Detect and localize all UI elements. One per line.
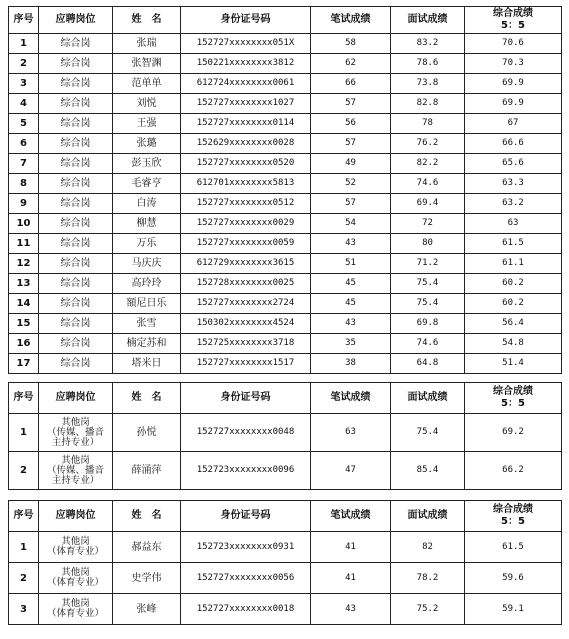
cell-name: 塔米日	[113, 354, 181, 374]
header-written: 笔试成绩	[311, 7, 391, 34]
header-position: 应聘岗位	[39, 501, 113, 532]
table-row	[9, 194, 562, 214]
cell-id: 612729xxxxxxxx3615	[181, 254, 311, 274]
cell-interview: 82	[391, 532, 465, 563]
cell-composite: 63.3	[465, 174, 562, 194]
table-row	[9, 74, 562, 94]
cell-name: 額尼日乐	[113, 294, 181, 314]
cell-position: 综合岗	[39, 334, 113, 354]
cell-composite: 59.6	[465, 563, 562, 594]
cell-id: 152727xxxxxxxx2724	[181, 294, 311, 314]
cell-name: 薛涌萍	[113, 452, 181, 490]
header-row	[9, 7, 562, 34]
cell-seq: 2	[9, 54, 39, 74]
cell-interview: 64.8	[391, 354, 465, 374]
cell-composite: 56.4	[465, 314, 562, 334]
header-id: 身份证号码	[181, 501, 311, 532]
cell-name: 彭玉欣	[113, 154, 181, 174]
table-row	[9, 354, 562, 374]
header-composite: 综合成绩 5：5	[465, 7, 562, 34]
cell-name: 张峰	[113, 594, 181, 625]
cell-name: 马庆庆	[113, 254, 181, 274]
cell-id: 152727xxxxxxxx0056	[181, 563, 311, 594]
cell-name: 楠定苏和	[113, 334, 181, 354]
cell-id: 152629xxxxxxxx0028	[181, 134, 311, 154]
cell-written: 47	[311, 452, 391, 490]
cell-name: 张雪	[113, 314, 181, 334]
cell-id: 152723xxxxxxxx0096	[181, 452, 311, 490]
header-written: 笔试成绩	[311, 501, 391, 532]
cell-seq: 1	[9, 532, 39, 563]
cell-written: 51	[311, 254, 391, 274]
cell-position: 综合岗	[39, 74, 113, 94]
table-row	[9, 563, 562, 594]
score-table-general	[8, 6, 562, 374]
header-interview: 面试成绩	[391, 7, 465, 34]
cell-name: 孙悦	[113, 414, 181, 452]
cell-written: 58	[311, 34, 391, 54]
header-row	[9, 501, 562, 532]
header-name: 姓 名	[113, 501, 181, 532]
cell-name: 刘悦	[113, 94, 181, 114]
header-id: 身份证号码	[181, 383, 311, 414]
table-row	[9, 532, 562, 563]
cell-interview: 74.6	[391, 174, 465, 194]
cell-position: 综合岗	[39, 194, 113, 214]
cell-written: 62	[311, 54, 391, 74]
cell-interview: 75.4	[391, 294, 465, 314]
cell-name: 白涛	[113, 194, 181, 214]
header-name: 姓 名	[113, 7, 181, 34]
cell-position: 综合岗	[39, 174, 113, 194]
cell-interview: 69.4	[391, 194, 465, 214]
cell-seq: 2	[9, 563, 39, 594]
cell-interview: 85.4	[391, 452, 465, 490]
cell-id: 152725xxxxxxxx3718	[181, 334, 311, 354]
cell-written: 43	[311, 314, 391, 334]
cell-seq: 4	[9, 94, 39, 114]
cell-written: 45	[311, 294, 391, 314]
cell-id: 152727xxxxxxxx0029	[181, 214, 311, 234]
cell-seq: 7	[9, 154, 39, 174]
table-row	[9, 94, 562, 114]
cell-composite: 61.5	[465, 532, 562, 563]
header-seq: 序号	[9, 383, 39, 414]
cell-id: 152727xxxxxxxx051X	[181, 34, 311, 54]
table-row	[9, 114, 562, 134]
cell-composite: 59.1	[465, 594, 562, 625]
cell-seq: 13	[9, 274, 39, 294]
cell-interview: 78.6	[391, 54, 465, 74]
cell-written: 41	[311, 563, 391, 594]
cell-written: 49	[311, 154, 391, 174]
cell-seq: 3	[9, 594, 39, 625]
cell-name: 张璐	[113, 134, 181, 154]
cell-composite: 54.8	[465, 334, 562, 354]
table-row	[9, 414, 562, 452]
cell-position: 综合岗	[39, 354, 113, 374]
cell-composite: 69.2	[465, 414, 562, 452]
cell-seq: 9	[9, 194, 39, 214]
cell-position: 综合岗	[39, 214, 113, 234]
cell-name: 范单单	[113, 74, 181, 94]
cell-seq: 3	[9, 74, 39, 94]
cell-position: 综合岗	[39, 114, 113, 134]
cell-interview: 82.8	[391, 94, 465, 114]
cell-written: 66	[311, 74, 391, 94]
cell-id: 152727xxxxxxxx0520	[181, 154, 311, 174]
cell-written: 43	[311, 594, 391, 625]
cell-written: 45	[311, 274, 391, 294]
cell-id: 152727xxxxxxxx1517	[181, 354, 311, 374]
cell-seq: 1	[9, 414, 39, 452]
header-id: 身份证号码	[181, 7, 311, 34]
cell-seq: 2	[9, 452, 39, 490]
cell-composite: 61.5	[465, 234, 562, 254]
cell-seq: 12	[9, 254, 39, 274]
cell-written: 52	[311, 174, 391, 194]
cell-id: 152727xxxxxxxx0059	[181, 234, 311, 254]
table-row	[9, 34, 562, 54]
cell-composite: 70.3	[465, 54, 562, 74]
cell-name: 高玲玲	[113, 274, 181, 294]
cell-position: 综合岗	[39, 154, 113, 174]
cell-id: 150221xxxxxxxx3812	[181, 54, 311, 74]
cell-id: 152727xxxxxxxx0114	[181, 114, 311, 134]
table-row	[9, 452, 562, 490]
score-table-media	[8, 382, 562, 490]
cell-position: 综合岗	[39, 54, 113, 74]
cell-position: 综合岗	[39, 234, 113, 254]
table-row	[9, 174, 562, 194]
header-row	[9, 383, 562, 414]
cell-written: 57	[311, 194, 391, 214]
cell-written: 57	[311, 94, 391, 114]
header-written: 笔试成绩	[311, 383, 391, 414]
table-row	[9, 234, 562, 254]
cell-interview: 82.2	[391, 154, 465, 174]
cell-position: 其他岗 （体育专业）	[39, 532, 113, 563]
cell-written: 56	[311, 114, 391, 134]
cell-seq: 6	[9, 134, 39, 154]
cell-id: 152727xxxxxxxx0048	[181, 414, 311, 452]
header-composite: 综合成绩 5：5	[465, 383, 562, 414]
cell-interview: 73.8	[391, 74, 465, 94]
cell-id: 152727xxxxxxxx0018	[181, 594, 311, 625]
cell-seq: 8	[9, 174, 39, 194]
cell-interview: 71.2	[391, 254, 465, 274]
table-row	[9, 274, 562, 294]
cell-composite: 69.9	[465, 94, 562, 114]
cell-id: 612724xxxxxxxx0061	[181, 74, 311, 94]
table-row	[9, 54, 562, 74]
cell-composite: 51.4	[465, 354, 562, 374]
cell-id: 612701xxxxxxxx5813	[181, 174, 311, 194]
table-row	[9, 314, 562, 334]
cell-written: 63	[311, 414, 391, 452]
table-row	[9, 594, 562, 625]
cell-interview: 78.2	[391, 563, 465, 594]
cell-position: 综合岗	[39, 134, 113, 154]
cell-written: 57	[311, 134, 391, 154]
header-interview: 面试成绩	[391, 501, 465, 532]
cell-interview: 75.4	[391, 274, 465, 294]
cell-seq: 15	[9, 314, 39, 334]
cell-composite: 63	[465, 214, 562, 234]
cell-position: 综合岗	[39, 34, 113, 54]
cell-name: 张智渊	[113, 54, 181, 74]
cell-composite: 66.6	[465, 134, 562, 154]
cell-composite: 60.2	[465, 274, 562, 294]
cell-interview: 83.2	[391, 34, 465, 54]
cell-composite: 60.2	[465, 294, 562, 314]
header-seq: 序号	[9, 501, 39, 532]
cell-position: 其他岗 （传媒、播音 主持专业）	[39, 452, 113, 490]
header-composite: 综合成绩 5：5	[465, 501, 562, 532]
cell-position: 其他岗 （传媒、播音 主持专业）	[39, 414, 113, 452]
table-row	[9, 154, 562, 174]
cell-composite: 70.6	[465, 34, 562, 54]
cell-seq: 14	[9, 294, 39, 314]
cell-composite: 63.2	[465, 194, 562, 214]
table-row	[9, 254, 562, 274]
cell-interview: 76.2	[391, 134, 465, 154]
cell-interview: 80	[391, 234, 465, 254]
cell-written: 38	[311, 354, 391, 374]
cell-position: 综合岗	[39, 314, 113, 334]
table-row	[9, 134, 562, 154]
cell-id: 152727xxxxxxxx0512	[181, 194, 311, 214]
cell-composite: 66.2	[465, 452, 562, 490]
cell-seq: 10	[9, 214, 39, 234]
cell-name: 王强	[113, 114, 181, 134]
cell-position: 其他岗 （体育专业）	[39, 563, 113, 594]
cell-composite: 67	[465, 114, 562, 134]
cell-interview: 75.2	[391, 594, 465, 625]
header-name: 姓 名	[113, 383, 181, 414]
cell-position: 综合岗	[39, 274, 113, 294]
cell-name: 万乐	[113, 234, 181, 254]
cell-name: 郝益东	[113, 532, 181, 563]
cell-name: 毛睿亨	[113, 174, 181, 194]
header-interview: 面试成绩	[391, 383, 465, 414]
cell-seq: 16	[9, 334, 39, 354]
header-seq: 序号	[9, 7, 39, 34]
cell-interview: 69.8	[391, 314, 465, 334]
cell-interview: 74.6	[391, 334, 465, 354]
cell-interview: 75.4	[391, 414, 465, 452]
cell-interview: 72	[391, 214, 465, 234]
cell-written: 54	[311, 214, 391, 234]
cell-name: 柳慧	[113, 214, 181, 234]
cell-seq: 11	[9, 234, 39, 254]
header-position: 应聘岗位	[39, 383, 113, 414]
cell-interview: 78	[391, 114, 465, 134]
header-position: 应聘岗位	[39, 7, 113, 34]
table-row	[9, 294, 562, 314]
cell-composite: 65.6	[465, 154, 562, 174]
cell-position: 综合岗	[39, 254, 113, 274]
score-table-sports	[8, 500, 562, 625]
cell-composite: 69.9	[465, 74, 562, 94]
cell-id: 150302xxxxxxxx4524	[181, 314, 311, 334]
cell-seq: 1	[9, 34, 39, 54]
cell-composite: 61.1	[465, 254, 562, 274]
cell-written: 43	[311, 234, 391, 254]
cell-id: 152727xxxxxxxx1027	[181, 94, 311, 114]
cell-id: 152728xxxxxxxx0025	[181, 274, 311, 294]
table-row	[9, 334, 562, 354]
cell-seq: 17	[9, 354, 39, 374]
cell-name: 史学伟	[113, 563, 181, 594]
cell-position: 综合岗	[39, 294, 113, 314]
cell-id: 152723xxxxxxxx0931	[181, 532, 311, 563]
cell-position: 综合岗	[39, 94, 113, 114]
cell-written: 35	[311, 334, 391, 354]
cell-written: 41	[311, 532, 391, 563]
cell-position: 其他岗 （体育专业）	[39, 594, 113, 625]
cell-name: 张瑞	[113, 34, 181, 54]
cell-seq: 5	[9, 114, 39, 134]
table-row	[9, 214, 562, 234]
